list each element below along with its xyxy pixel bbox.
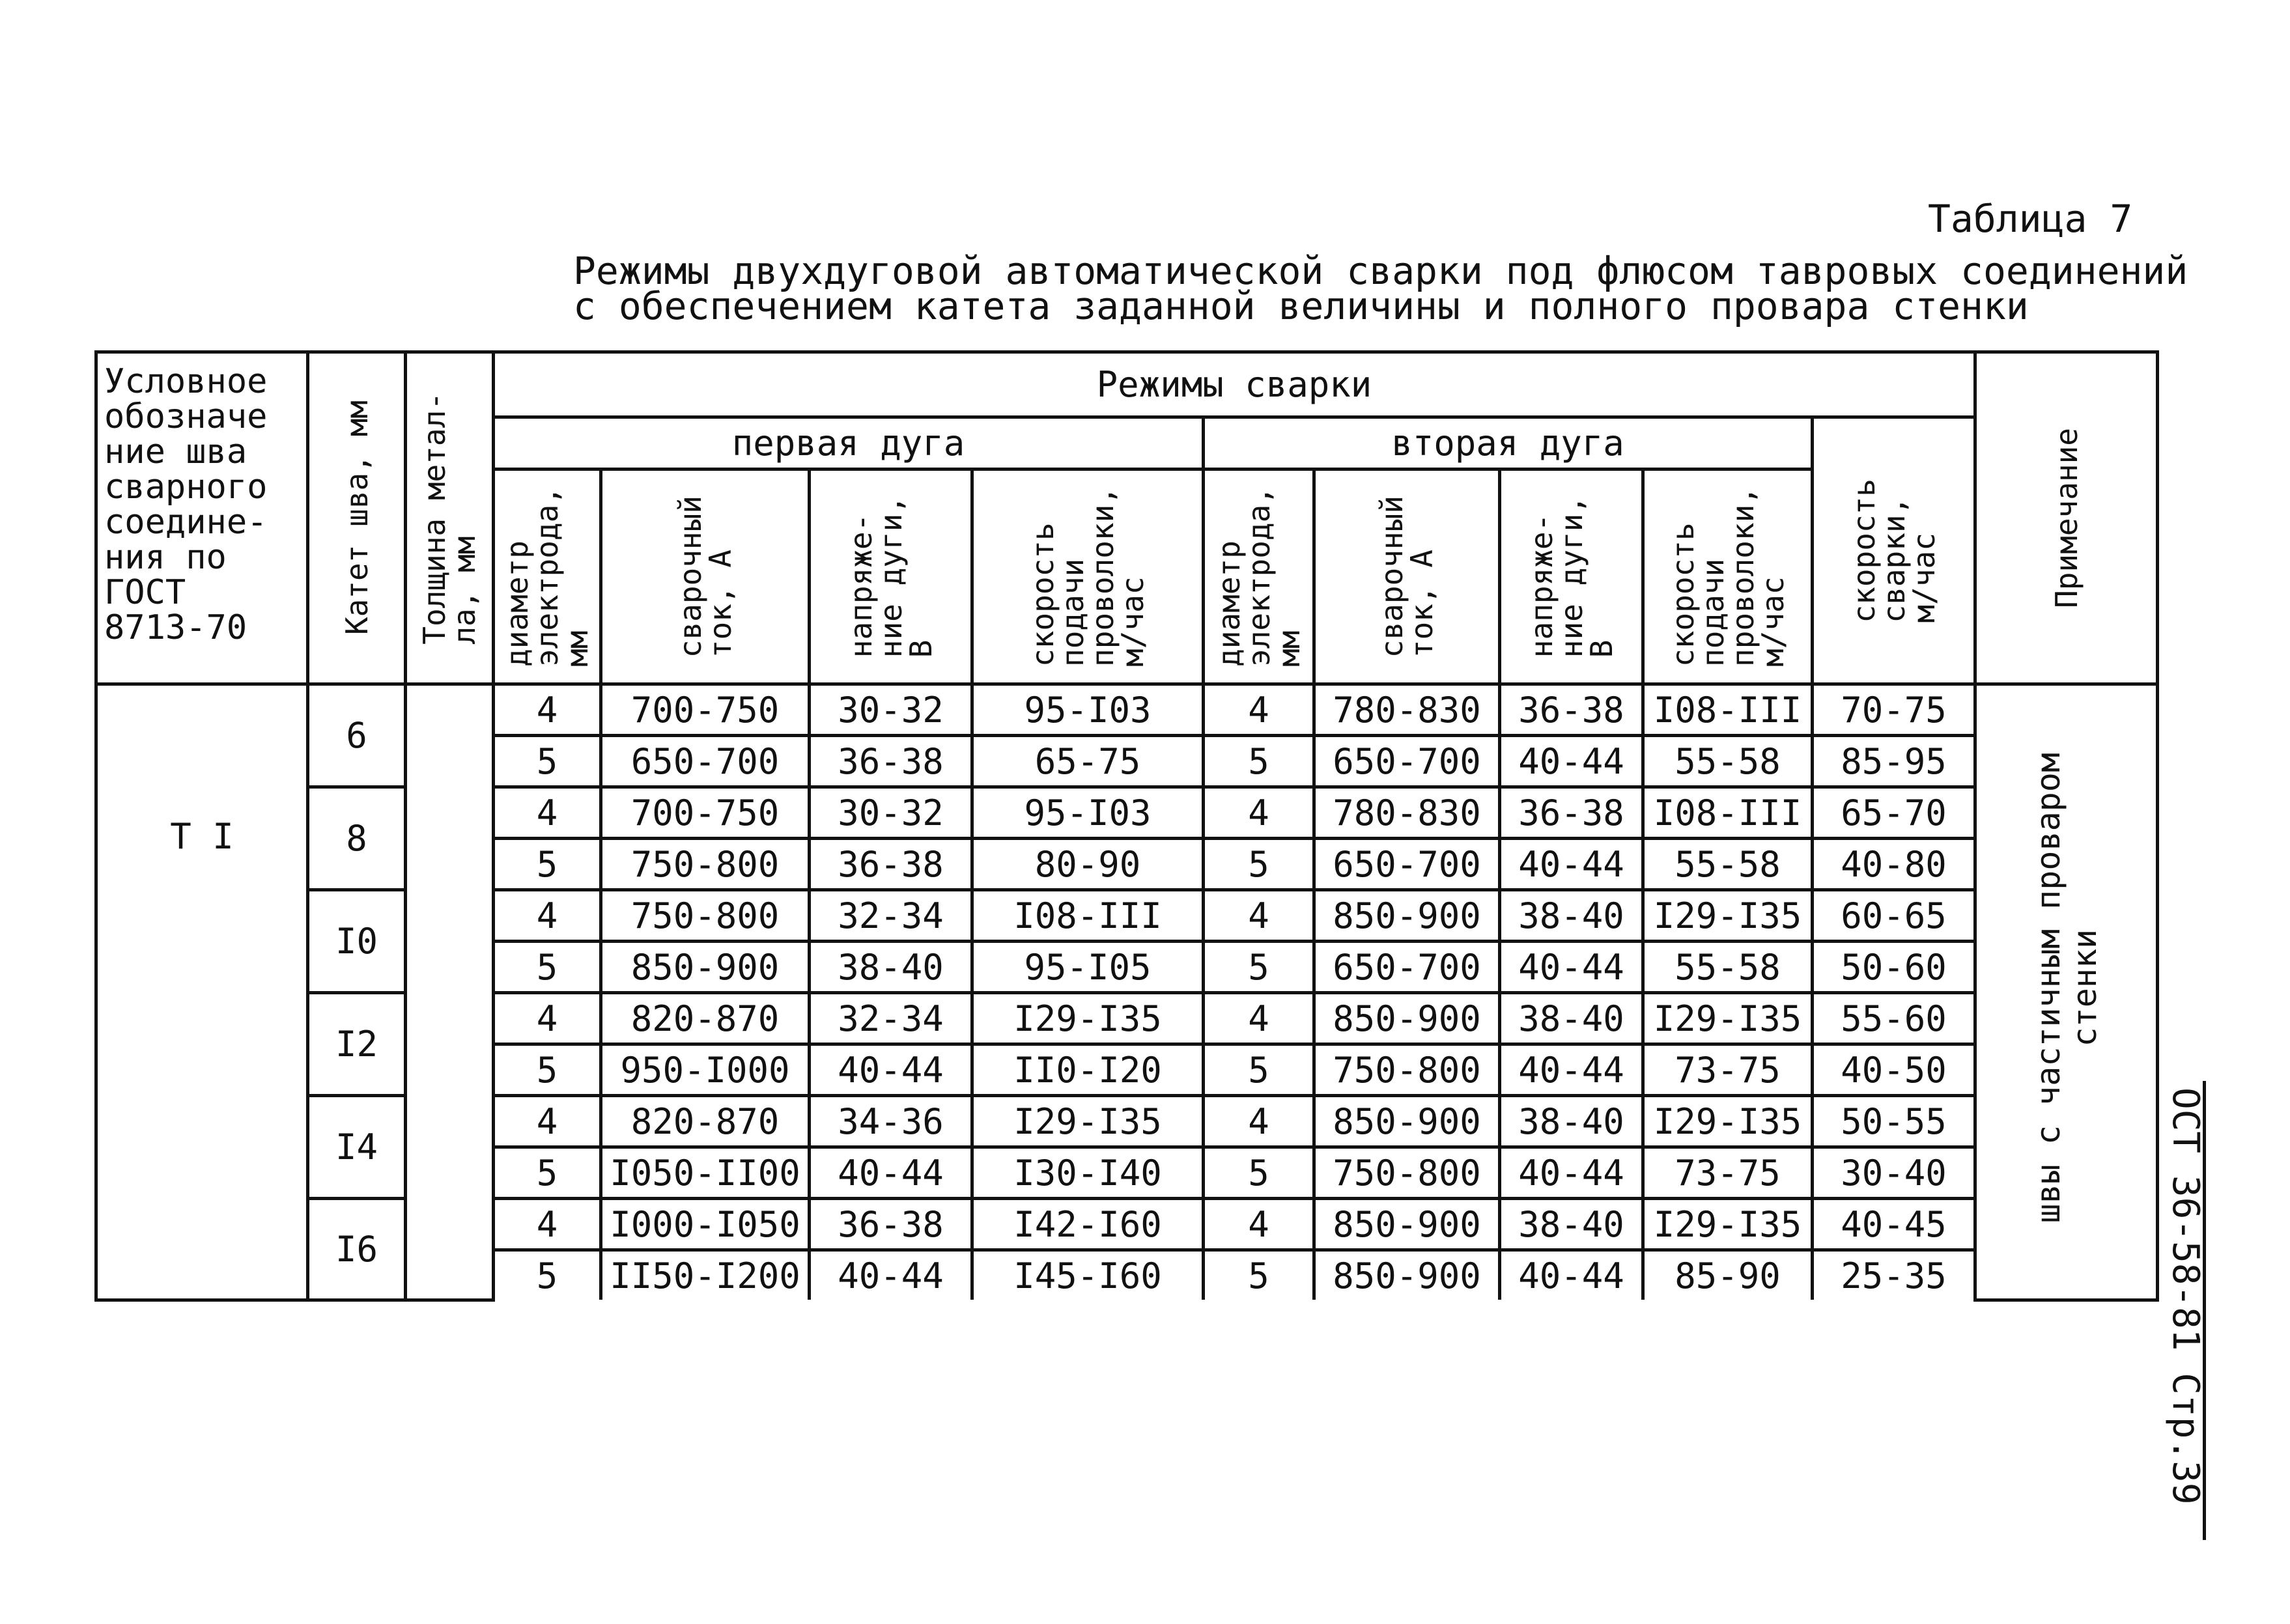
cell-u1: 36-38 [810,736,972,787]
cell-d1: 5 [494,839,601,890]
cell-u1: 40-44 [810,1044,972,1096]
cell-d1: 5 [494,1147,601,1199]
cell-v2: I29-I35 [1643,890,1813,942]
cell-u2: 40-44 [1500,1147,1643,1199]
cell-i1: 820-870 [601,1096,810,1147]
cell-i2: 850-900 [1314,1250,1500,1300]
cell-i2: 780-830 [1314,684,1500,736]
cell-d2: 4 [1204,787,1314,839]
cell-d1: 5 [494,942,601,993]
cell-d1: 5 [494,736,601,787]
cell-u2: 38-40 [1500,890,1643,942]
cell-i1: 850-900 [601,942,810,993]
cell-d1: 5 [494,1044,601,1096]
table-row [96,787,2158,839]
table-row [96,993,2158,1044]
header-designation: Условное обозначе ние шва сварного соедине- ния по ГОСТ 8713-70 [96,352,308,684]
cell-vs: 70-75 [1813,684,1975,736]
cell-i1: 750-800 [601,839,810,890]
note-text: швы с частичным проваром стенки [2029,752,2104,1223]
cell-u2: 40-44 [1500,839,1643,890]
cell-d2: 4 [1204,684,1314,736]
cell-v1: I08-III [972,890,1204,942]
cell-v2: I29-I35 [1643,1096,1813,1147]
cell-vs: 25-35 [1813,1250,1975,1300]
cell-i1: 650-700 [601,736,810,787]
leg-cell: I4 [308,1096,406,1199]
cell-vs: 60-65 [1813,890,1975,942]
cell-d1: 5 [494,1250,601,1300]
note-cell [1975,684,2158,1300]
cell-d1: 4 [494,993,601,1044]
cell-d2: 5 [1204,839,1314,890]
cell-v1: II0-I20 [972,1044,1204,1096]
cell-v1: I30-I40 [972,1147,1204,1199]
cell-u1: 38-40 [810,942,972,993]
cell-u1: 36-38 [810,1199,972,1250]
cell-i1: 820-870 [601,993,810,1044]
cell-d2: 4 [1204,890,1314,942]
cell-v1: 65-75 [972,736,1204,787]
cell-u2: 36-38 [1500,787,1643,839]
cell-u2: 38-40 [1500,1199,1643,1250]
header-feed-2: скорость подачи проволоки, м/час [1643,469,1813,684]
welding-modes-table [94,350,2159,1302]
leg-cell: I0 [308,890,406,993]
table-row [96,1199,2158,1250]
table-row [96,1096,2158,1147]
cell-v2: 55-58 [1643,942,1813,993]
cell-v1: 95-I03 [972,684,1204,736]
cell-u1: 32-34 [810,993,972,1044]
cell-i1: 700-750 [601,787,810,839]
header-current-1: сварочный ток, А [601,469,810,684]
header-feed-1: скорость подачи проволоки, м/час [972,469,1204,684]
cell-i2: 850-900 [1314,1199,1500,1250]
cell-d2: 5 [1204,736,1314,787]
cell-v2: I08-III [1643,684,1813,736]
cell-u2: 38-40 [1500,1096,1643,1147]
cell-vs: 40-80 [1813,839,1975,890]
cell-v2: 73-75 [1643,1044,1813,1096]
header-voltage-2: напряже- ние дуги, В [1500,469,1643,684]
cell-u1: 30-32 [810,684,972,736]
cell-u1: 40-44 [810,1250,972,1300]
cell-i2: 750-800 [1314,1044,1500,1096]
cell-u1: 30-32 [810,787,972,839]
cell-i1: I050-II00 [601,1147,810,1199]
cell-d2: 4 [1204,1096,1314,1147]
cell-i1: II50-I200 [601,1250,810,1300]
header-thickness: Толщина метал- ла, мм [406,352,494,684]
header-note: Примечание [1975,352,2158,684]
cell-i2: 850-900 [1314,993,1500,1044]
header-current-2: сварочный ток, А [1314,469,1500,684]
cell-u2: 40-44 [1500,736,1643,787]
cell-u1: 36-38 [810,839,972,890]
header-second-arc: вторая дуга [1204,417,1813,469]
document-stamp: ОСТ 36-58-81 Стр.39 [2164,1087,2207,1505]
cell-v1: 80-90 [972,839,1204,890]
cell-v1: I45-I60 [972,1250,1204,1300]
cell-d1: 4 [494,890,601,942]
header-diameter-1: диаметр электрода, мм [494,469,601,684]
cell-d2: 5 [1204,1044,1314,1096]
thickness-cell [406,684,494,1300]
header-first-arc: первая дуга [494,417,1204,469]
cell-i1: 750-800 [601,890,810,942]
table-row [96,684,2158,736]
cell-d1: 4 [494,1199,601,1250]
cell-d1: 4 [494,1096,601,1147]
cell-vs: 50-60 [1813,942,1975,993]
cell-i2: 650-700 [1314,942,1500,993]
table-body [96,684,2158,1300]
cell-u2: 40-44 [1500,942,1643,993]
cell-i1: 700-750 [601,684,810,736]
cell-v2: I29-I35 [1643,993,1813,1044]
cell-d2: 5 [1204,1147,1314,1199]
cell-d2: 5 [1204,942,1314,993]
header-voltage-1: напряже- ние дуги, В [810,469,972,684]
cell-u1: 32-34 [810,890,972,942]
cell-v1: I42-I60 [972,1199,1204,1250]
cell-v1: I29-I35 [972,1096,1204,1147]
cell-d2: 5 [1204,1250,1314,1300]
cell-i2: 750-800 [1314,1147,1500,1199]
cell-v2: 55-58 [1643,839,1813,890]
table-title-line-2: с обеспечением катета заданной величины и полного провара стенки [573,284,2029,328]
cell-d1: 4 [494,787,601,839]
cell-v2: I08-III [1643,787,1813,839]
cell-v2: I29-I35 [1643,1199,1813,1250]
cell-d1: 4 [494,684,601,736]
cell-u2: 36-38 [1500,684,1643,736]
cell-v1: I29-I35 [972,993,1204,1044]
cell-v1: 95-I05 [972,942,1204,993]
header-weld-speed: скорость сварки, м/час [1813,417,1975,684]
header-diameter-2: диаметр электрода, мм [1204,469,1314,684]
cell-u1: 34-36 [810,1096,972,1147]
leg-cell: I6 [308,1199,406,1300]
cell-u2: 40-44 [1500,1044,1643,1096]
cell-i2: 650-700 [1314,736,1500,787]
table-title-line-1: Режимы двухдуговой автоматической сварки под флюсом тавровых соединений [573,249,2188,293]
cell-v1: 95-I03 [972,787,1204,839]
cell-vs: 65-70 [1813,787,1975,839]
cell-d2: 4 [1204,993,1314,1044]
cell-vs: 85-95 [1813,736,1975,787]
cell-vs: 50-55 [1813,1096,1975,1147]
leg-cell: I2 [308,993,406,1096]
cell-vs: 30-40 [1813,1147,1975,1199]
header-leg: Катет шва, мм [308,352,406,684]
cell-i2: 650-700 [1314,839,1500,890]
table-label: Таблица 7 [1928,197,2133,241]
cell-i2: 850-900 [1314,890,1500,942]
leg-cell: 6 [308,684,406,787]
header-welding-modes: Режимы сварки [494,352,1975,417]
cell-vs: 55-60 [1813,993,1975,1044]
cell-v2: 55-58 [1643,736,1813,787]
seam-designation-cell: Т I [96,684,308,1300]
leg-cell: 8 [308,787,406,890]
cell-i1: I000-I050 [601,1199,810,1250]
cell-i2: 850-900 [1314,1096,1500,1147]
cell-i1: 950-I000 [601,1044,810,1096]
cell-u2: 38-40 [1500,993,1643,1044]
cell-vs: 40-45 [1813,1199,1975,1250]
cell-v2: 85-90 [1643,1250,1813,1300]
cell-u1: 40-44 [810,1147,972,1199]
cell-i2: 780-830 [1314,787,1500,839]
table-row [96,890,2158,942]
cell-d2: 4 [1204,1199,1314,1250]
cell-vs: 40-50 [1813,1044,1975,1096]
cell-u2: 40-44 [1500,1250,1643,1300]
cell-v2: 73-75 [1643,1147,1813,1199]
